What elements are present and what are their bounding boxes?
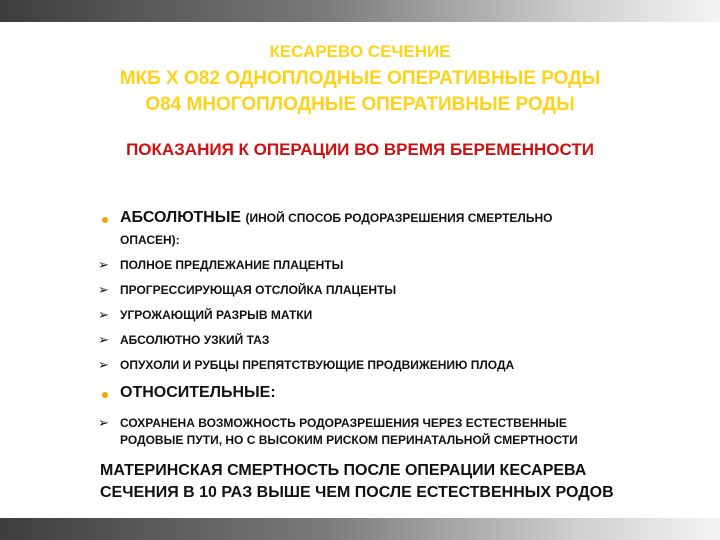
mortality-statement [100,460,700,504]
mortality-statement-line-1: МАТЕРИНСКАЯ СМЕРТНОСТЬ ПОСЛЕ ОПЕРАЦИИ КЕСАРЕВА [100,462,587,479]
absolute-item: УГРОЖАЮЩИЙ РАЗРЫВ МАТКИ [120,308,313,322]
absolute-note-continued: ОПАСЕН): [120,233,180,247]
mortality-statement-line-2: СЕЧЕНИЯ В 10 РАЗ ВЫШЕ ЧЕМ ПОСЛЕ ЕСТЕСТВЕННЫХ РОДОВ [100,484,614,501]
absolute-item: ПРОГРЕССИРУЮЩАЯ ОТСЛОЙКА ПЛАЦЕНТЫ [120,283,397,297]
section-subtitle: ПОКАЗАНИЯ К ОПЕРАЦИИ ВО ВРЕМЯ БЕРЕМЕННОСТИ [126,140,594,159]
absolute-item: АБСОЛЮТНО УЗКИЙ ТАЗ [120,333,270,347]
slide-title-line-1: КЕСАРЕВО СЕЧЕНИЕ [269,42,451,61]
absolute-heading [120,209,552,227]
bottom-gradient-bar [0,518,720,540]
arrow-bullet-icon: ➢ [98,357,109,372]
absolute-item: ПОЛНОЕ ПРЕДЛЕЖАНИЕ ПЛАЦЕНТЫ [120,258,344,272]
arrow-bullet-icon: ➢ [98,332,109,347]
absolute-label: АБСОЛЮТНЫЕ [120,209,242,226]
bullet-dot-icon [102,217,108,223]
arrow-bullet-icon: ➢ [98,415,109,430]
bullet-dot-icon [102,392,108,398]
slide-title-line-3: O84 МНОГОПЛОДНЫЕ ОПЕРАТИВНЫЕ РОДЫ [145,94,575,115]
relative-heading [120,384,276,402]
top-gradient-bar [0,0,720,22]
slide-title-line-2: МКБ Х O82 ОДНОПЛОДНЫЕ ОПЕРАТИВНЫЕ РОДЫ [119,68,601,89]
absolute-item: ОПУХОЛИ И РУБЦЫ ПРЕПЯТСТВУЮЩИЕ ПРОДВИЖЕНИЮ ПЛОДА [120,358,515,372]
relative-item-line-1: СОХРАНЕНА ВОЗМОЖНОСТЬ РОДОРАЗРЕШЕНИЯ ЧЕРЕЗ ЕСТЕСТВЕННЫЕ [120,416,567,430]
arrow-bullet-icon: ➢ [98,307,109,322]
relative-item-line-2: РОДОВЫЕ ПУТИ, НО С ВЫСОКИМ РИСКОМ ПЕРИНАТАЛЬНОЙ СМЕРТНОСТИ [120,433,578,447]
relative-label: ОТНОСИТЕЛЬНЫЕ: [120,384,276,401]
absolute-note: (ИНОЙ СПОСОБ РОДОРАЗРЕШЕНИЯ СМЕРТЕЛЬНО [245,211,553,225]
arrow-bullet-icon: ➢ [98,257,109,272]
arrow-bullet-icon: ➢ [98,282,109,297]
